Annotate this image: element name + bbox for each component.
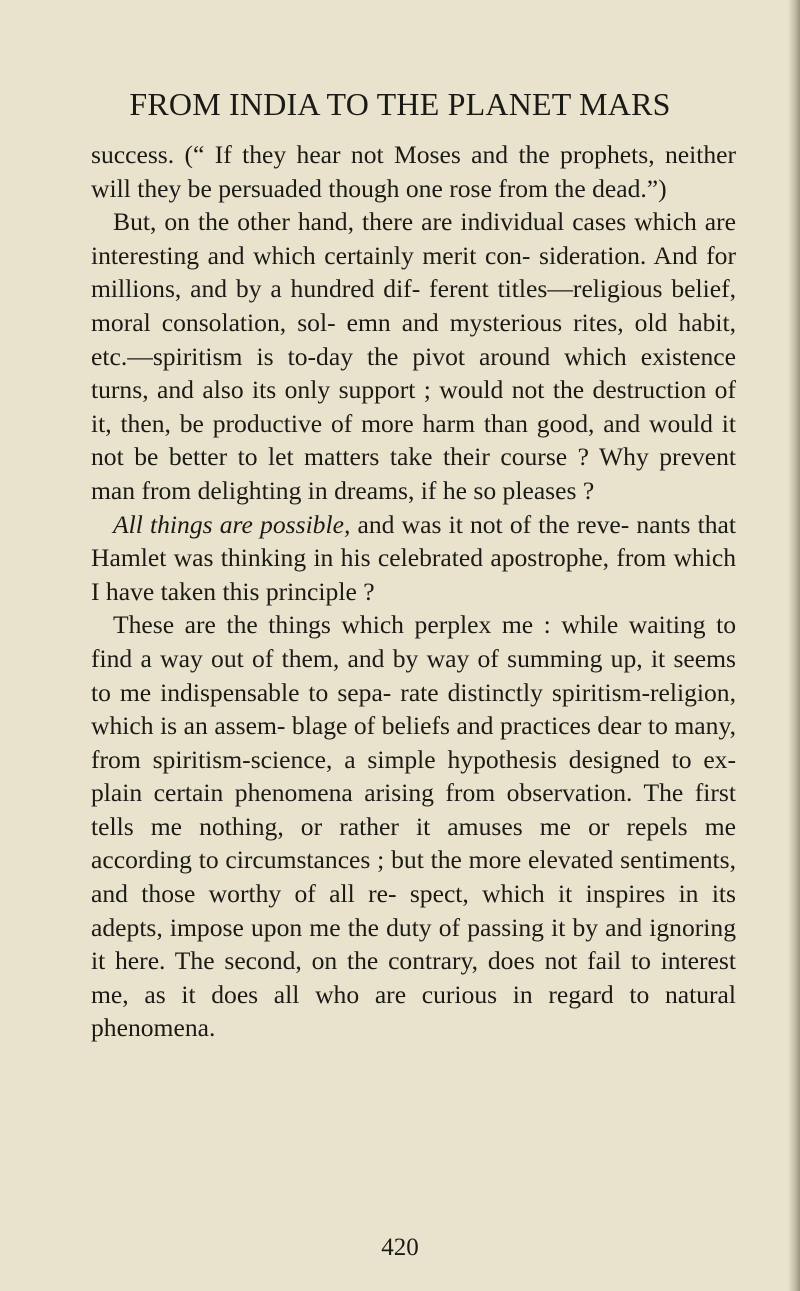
page-number: 420 (381, 1234, 419, 1261)
paragraph-4: These are the things which perplex me : while waiting to find a way out of them, and by way of summing up, it seems to me indispensable to sepa- rate distinctly spiritism-religion, which is an assem- blage of beliefs and practices dear to many, from spiritism-science, a simple hypothesis designed to ex- plain certain phenomena arising from observation. The first tells me nothing, or rather it amuses me or repels me according to circumstances ; but the more elevated sentiments, and those worthy of all re- spect, which it inspires in its adepts, impose upon me the duty of passing it by and ignoring it here. The second, on the contrary, does not fail to interest me, as it does all who are curious in regard to natural phenomena. (91, 610, 736, 1043)
paragraph-3 (91, 508, 736, 609)
body-text (91, 138, 736, 1045)
italic-quote: All things are possible, (113, 509, 351, 539)
paragraph-2: But, on the other hand, there are individual cases which are interesting and which certainly merit con- sideration. And for millions, and by a hundred dif- ferent titles—religious belief, moral consolation, sol- emn and mysterious rites, old habit, etc.—spiritism is to-day the pivot around which existence turns, and also its only support ; would not the destruction of it, then, be productive of more harm than good, and would it not be better to let matters take their course ? Why prevent man from delighting in dreams, if he so pleases ? (91, 207, 736, 505)
running-title: FROM INDIA TO THE PLANET MARS (129, 86, 671, 122)
paragraph-3-rest: and was it not of the reve- nants that Hamlet was thinking in his celebrated apostrophe, from which I have taken this principle ? (91, 509, 736, 606)
paragraph-1: success. (“ If they hear not Moses and the prophets, neither will they be persuaded though one rose from the dead.”) (91, 140, 736, 203)
page-edge-shadow (788, 0, 800, 1291)
